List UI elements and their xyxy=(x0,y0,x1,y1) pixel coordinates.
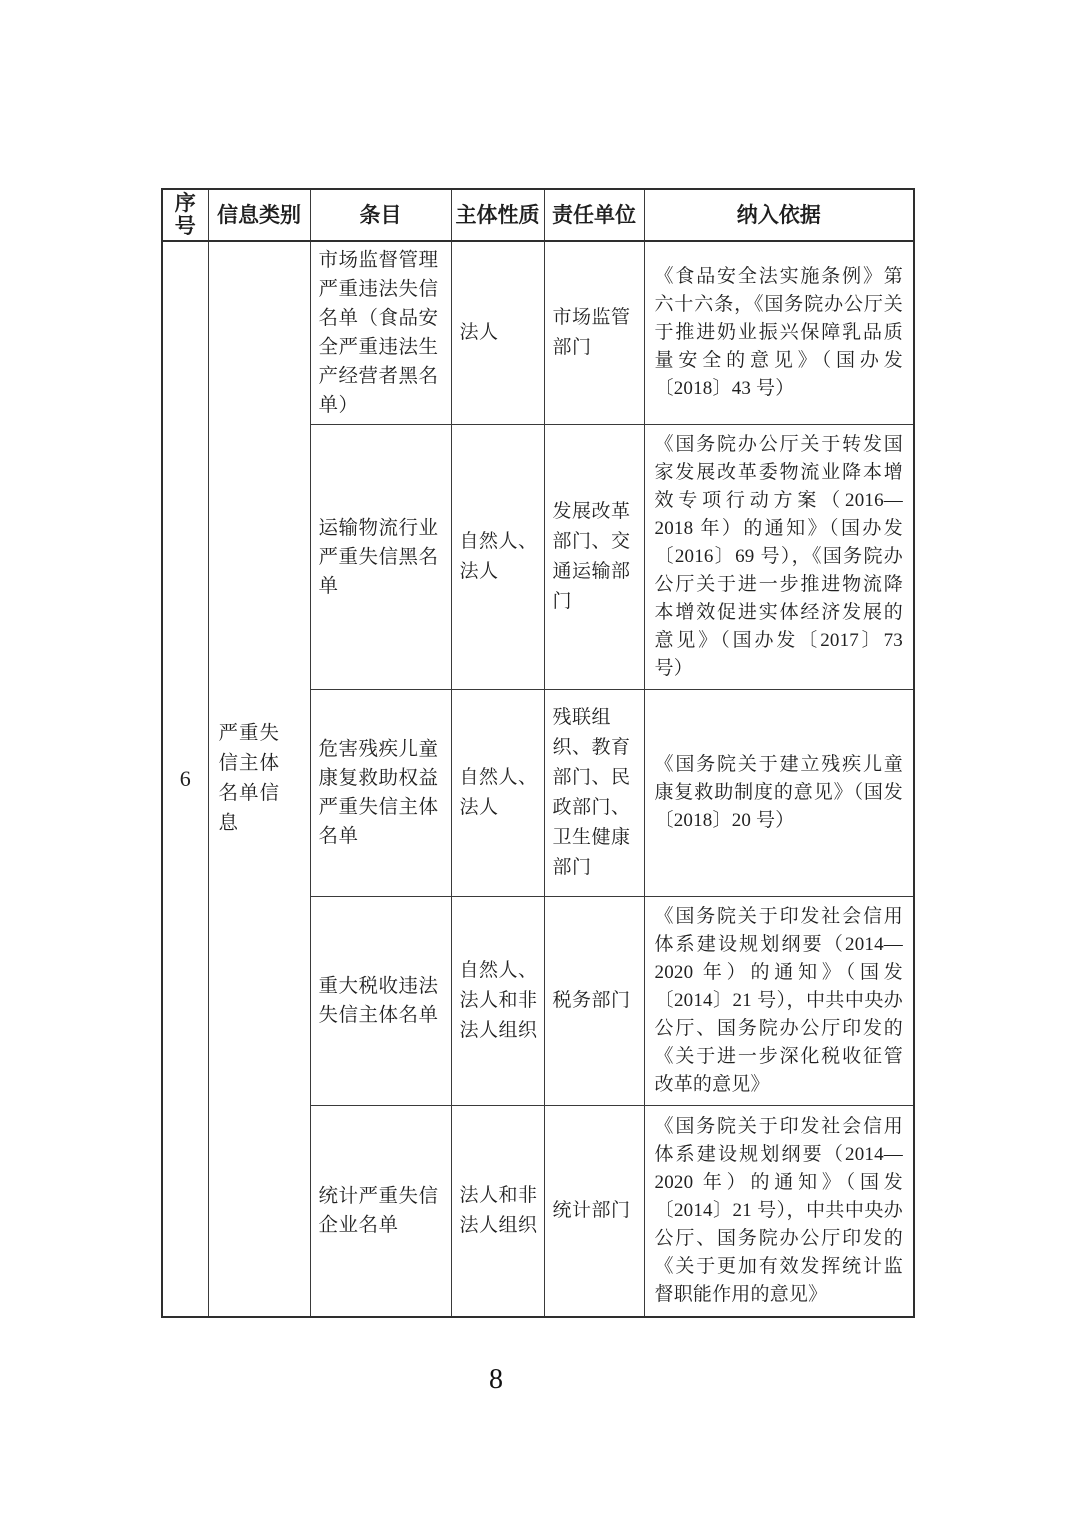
col-header-category: 信息类别 xyxy=(208,189,310,241)
col-header-subject-type: 主体性质 xyxy=(451,189,544,241)
header-row xyxy=(162,189,914,241)
cell-responsible-unit: 市场监管部门 xyxy=(544,241,644,425)
cell-inclusion-basis: 《国务院关于印发社会信用体系建设规划纲要（2014—2020 年）的通知》（国发〔2014〕21 号），中共中央办公厅、国务院办公厅印发的《关于进一步深化税收征管改革的意见》 xyxy=(644,897,914,1106)
cell-entry: 市场监督管理严重违法失信名单（食品安全严重违法生产经营者黑名单） xyxy=(310,241,451,425)
table-row xyxy=(162,241,914,425)
credit-info-table xyxy=(161,188,915,1318)
cell-subject-type: 法人和非法人组织 xyxy=(451,1106,544,1317)
cell-inclusion-basis: 《国务院关于建立残疾儿童康复救助制度的意见》（国发〔2018〕20 号） xyxy=(644,690,914,897)
cell-entry: 危害残疾儿童康复救助权益严重失信主体名单 xyxy=(310,690,451,897)
cell-responsible-unit: 发展改革部门、交通运输部门 xyxy=(544,425,644,690)
cell-subject-type: 自然人、法人和非法人组织 xyxy=(451,897,544,1106)
col-header-serial: 序号 xyxy=(162,189,208,241)
cell-inclusion-basis: 《国务院关于印发社会信用体系建设规划纲要（2014—2020 年）的通知》（国发〔2014〕21 号），中共中央办公厅、国务院办公厅印发的《关于更加有效发挥统计监督职能作用的意见》 xyxy=(644,1106,914,1317)
cell-entry: 重大税收违法失信主体名单 xyxy=(310,897,451,1106)
col-header-responsible-unit: 责任单位 xyxy=(544,189,644,241)
page-number: 8 xyxy=(489,1364,503,1395)
cell-responsible-unit: 统计部门 xyxy=(544,1106,644,1317)
cell-info-category: 严重失信主体名单信息 xyxy=(208,241,310,1317)
cell-subject-type: 法人 xyxy=(451,241,544,425)
col-header-entry: 条目 xyxy=(310,189,451,241)
cell-inclusion-basis: 《食品安全法实施条例》第六十六条，《国务院办公厅关于推进奶业振兴保障乳品质量安全的意见》（国办发〔2018〕43 号） xyxy=(644,241,914,425)
cell-responsible-unit: 税务部门 xyxy=(544,897,644,1106)
cell-entry: 运输物流行业严重失信黑名单 xyxy=(310,425,451,690)
cell-entry: 统计严重失信企业名单 xyxy=(310,1106,451,1317)
cell-responsible-unit: 残联组织、教育部门、民政部门、卫生健康部门 xyxy=(544,690,644,897)
col-header-inclusion-basis: 纳入依据 xyxy=(644,189,914,241)
cell-serial-number: 6 xyxy=(162,241,208,1317)
cell-inclusion-basis: 《国务院办公厅关于转发国家发展改革委物流业降本增效专项行动方案（2016—2018 年）的通知》（国办发〔2016〕69 号），《国务院办公厅关于进一步推进物流降本增效促进实体经济发展的意见》（国办发〔2017〕73 号） xyxy=(644,425,914,690)
cell-subject-type: 自然人、法人 xyxy=(451,690,544,897)
cell-subject-type: 自然人、法人 xyxy=(451,425,544,690)
